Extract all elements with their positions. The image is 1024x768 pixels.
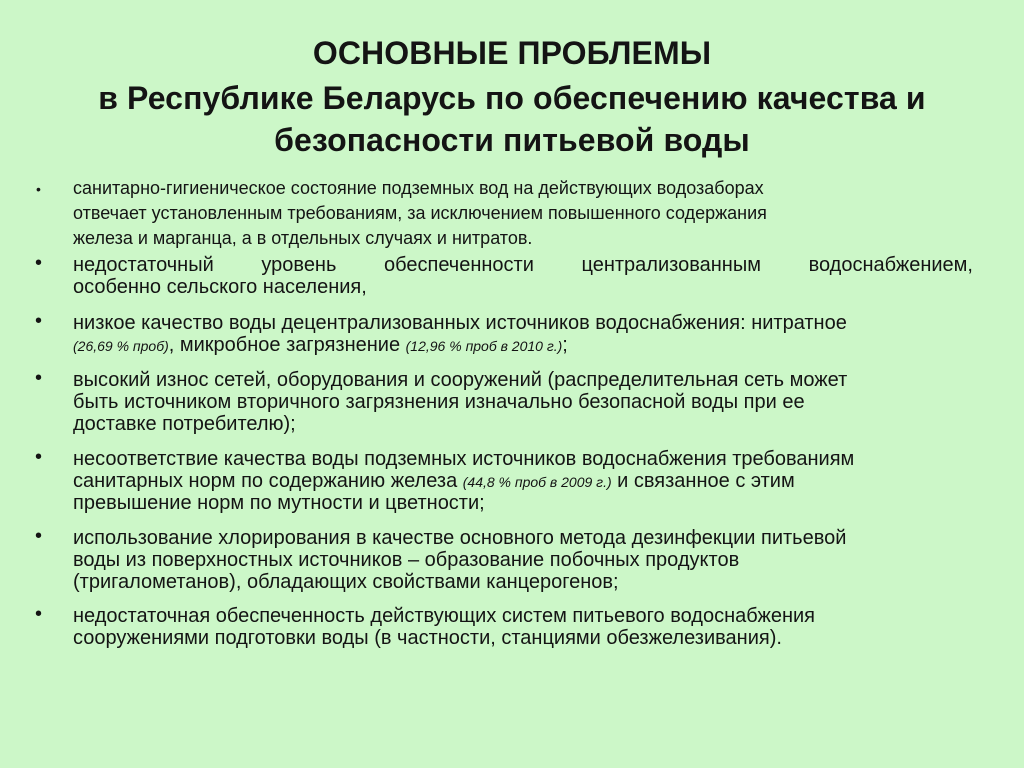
- list-item-line: быть источником вторичного загрязнения изначально безопасной воды при ее: [73, 391, 805, 413]
- bullet-icon: •: [35, 446, 43, 468]
- percent-note: (44,8 % проб в 2009 г.): [462, 474, 612, 490]
- list-item-line: высокий износ сетей, оборудования и сооружений (распределительная сеть может: [73, 369, 848, 391]
- list-item-line-mixed: [73, 333, 973, 358]
- title-line-2: в Республике Беларусь по обеспечению качества и: [98, 80, 926, 116]
- title-line-1: ОСНОВНЫЕ ПРОБЛЕМЫ: [312, 35, 712, 71]
- bullet-icon: •: [35, 310, 43, 332]
- list-item-line: санитарно-гигиеническое состояние подземных вод на действующих водозаборах: [73, 178, 764, 198]
- percent-note: (12,96 % проб в 2010 г.): [405, 338, 563, 354]
- bullet-icon: •: [35, 252, 43, 274]
- list-item-line: использование хлорирования в качестве основного метода дезинфекции питьевой: [73, 527, 847, 549]
- bullet-icon: •: [35, 367, 43, 389]
- list-item-line: недостаточный уровень обеспеченности централизованным водоснабжением,: [73, 254, 973, 276]
- list-item-line: несоответствие качества воды подземных источников водоснабжения требованиям: [73, 448, 855, 470]
- list-item-line: превышение норм по мутности и цветности;: [73, 492, 485, 514]
- text-fragment: ;: [562, 334, 568, 356]
- list-item-line: низкое качество воды децентрализованных источников водоснабжения: нитратное: [73, 312, 847, 334]
- list-item-line: недостаточная обеспеченность действующих систем питьевого водоснабжения: [73, 605, 816, 627]
- list-item-line: особенно сельского населения,: [73, 276, 367, 298]
- text-fragment: и связанное с этим: [611, 470, 795, 492]
- list-item-line: воды из поверхностных источников – образование побочных продуктов: [73, 549, 740, 571]
- text-fragment: , микробное загрязнение: [168, 334, 406, 356]
- list-item-line: доставке потребителю);: [73, 413, 296, 435]
- percent-note: (26,69 % проб): [73, 338, 169, 354]
- list-item-line: (тригалометанов), обладающих свойствами канцерогенов;: [73, 571, 619, 593]
- list-item-line: железа и марганца, а в отдельных случаях и нитратов.: [73, 228, 533, 248]
- bullet-icon: •: [35, 603, 43, 625]
- bullet-icon: •: [35, 525, 43, 547]
- title-line-3: безопасности питьевой воды: [274, 122, 750, 158]
- text-fragment: санитарных норм по содержанию железа: [73, 470, 463, 492]
- bullet-icon: •: [36, 181, 41, 197]
- list-item-line: отвечает установленным требованиям, за исключением повышенного содержания: [73, 203, 767, 223]
- list-item-line: сооружениями подготовки воды (в частности, станциями обезжелезивания).: [73, 627, 782, 649]
